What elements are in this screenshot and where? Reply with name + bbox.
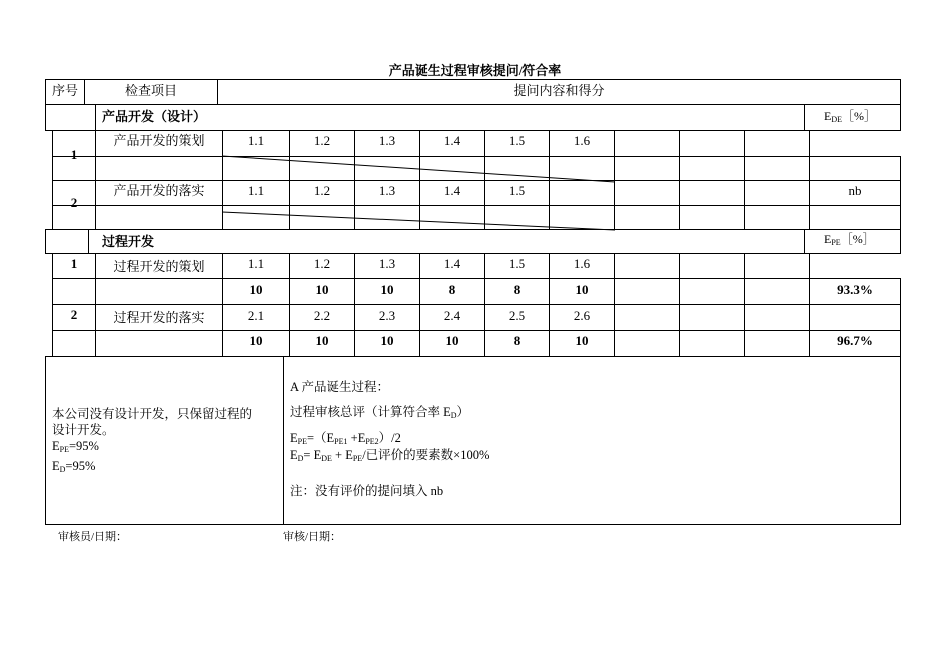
- right-note-heading: A 产品诞生过程：: [290, 380, 389, 394]
- question-cell: 1.1: [247, 133, 265, 148]
- score-cell: 8: [513, 333, 521, 348]
- score-cell: 10: [315, 282, 329, 297]
- question-cell: 1.3: [378, 183, 396, 198]
- right-note-formula-epe: $E_{PE}=(E_{PE1} +E_{PE2})/2$: [290, 431, 401, 446]
- score-cell: 10: [380, 282, 394, 297]
- section-result-nb: nb: [848, 183, 862, 198]
- question-cell: 1.4: [443, 133, 461, 148]
- section-rate-label-ede: $E_{DE}[\%]$: [824, 109, 877, 124]
- question-cell: 2.3: [378, 308, 396, 323]
- row-item-name: 产品开发的落实: [113, 183, 205, 198]
- left-note-epe: $E_{PE}=95\%$: [52, 439, 99, 454]
- row-item-name: 产品开发的策划: [113, 133, 205, 148]
- score-cell: 8: [513, 282, 521, 297]
- header-questions: 提问内容和得分: [513, 83, 605, 98]
- question-cell: 1.1: [247, 256, 265, 271]
- question-cell: 1.3: [378, 256, 396, 271]
- right-note-summary: 过程审核总评（计算符合率 $E_D$）: [290, 405, 470, 420]
- right-note-formula-ed: $E_D= E_{DE} + E_{PE}/$已评价的要素数×100%: [290, 448, 490, 463]
- left-note: [52, 406, 277, 478]
- row-item-name: 过程开发的落实: [113, 310, 205, 325]
- score-cell: 10: [315, 333, 329, 348]
- header-seq: 序号: [51, 83, 78, 98]
- question-cell: 1.6: [573, 256, 591, 271]
- score-cell: 10: [575, 333, 589, 348]
- left-note-line1: 本公司没有设计开发，只保留过程的: [52, 407, 253, 421]
- question-cell: 1.5: [508, 133, 526, 148]
- question-cell: 1.2: [313, 183, 331, 198]
- row-seq: 1: [70, 256, 78, 271]
- score-cell: 8: [448, 282, 456, 297]
- question-cell: 1.4: [443, 256, 461, 271]
- row-seq: 2: [70, 195, 78, 210]
- question-cell: 1.1: [247, 183, 265, 198]
- question-cell: 1.5: [508, 256, 526, 271]
- score-cell: 10: [445, 333, 459, 348]
- document-title: 产品诞生过程审核提问/符合率: [388, 63, 562, 78]
- section-title-product-dev: 产品开发（设计）: [102, 109, 207, 124]
- question-cell: 2.2: [313, 308, 331, 323]
- question-cell: 2.1: [247, 308, 265, 323]
- score-cell: 10: [380, 333, 394, 348]
- header-check-item: 检查项目: [124, 83, 177, 98]
- question-cell: 1.2: [313, 256, 331, 271]
- question-cell: 2.4: [443, 308, 461, 323]
- row-seq: 2: [70, 307, 78, 322]
- row-seq: 1: [70, 147, 78, 162]
- right-note-nb-hint: 注：没有评价的提问填入 nb: [290, 484, 444, 498]
- question-cell: 1.2: [313, 133, 331, 148]
- question-cell: 1.3: [378, 133, 396, 148]
- score-cell: 10: [575, 282, 589, 297]
- question-cell: 1.4: [443, 183, 461, 198]
- score-cell: 10: [249, 333, 263, 348]
- left-note-ed: $E_D=95\%$: [52, 459, 96, 474]
- auditor-signature-label: 审核员/日期：: [58, 531, 128, 543]
- row-rate: 96.7%: [837, 333, 873, 348]
- question-cell: 2.6: [573, 308, 591, 323]
- question-cell: 1.6: [573, 133, 591, 148]
- section-rate-label-epe: $E_{PE}[\%]$: [824, 232, 875, 247]
- reviewer-signature-label: 审核/日期：: [283, 531, 342, 543]
- score-cell: 10: [249, 282, 263, 297]
- question-cell: 2.5: [508, 308, 526, 323]
- row-item-name: 过程开发的策划: [113, 259, 205, 274]
- question-cell: 1.5: [508, 183, 526, 198]
- row-rate: 93.3%: [837, 282, 873, 297]
- section-title-process-dev: 过程开发: [102, 234, 155, 249]
- left-note-line2: 设计开发。: [52, 423, 115, 437]
